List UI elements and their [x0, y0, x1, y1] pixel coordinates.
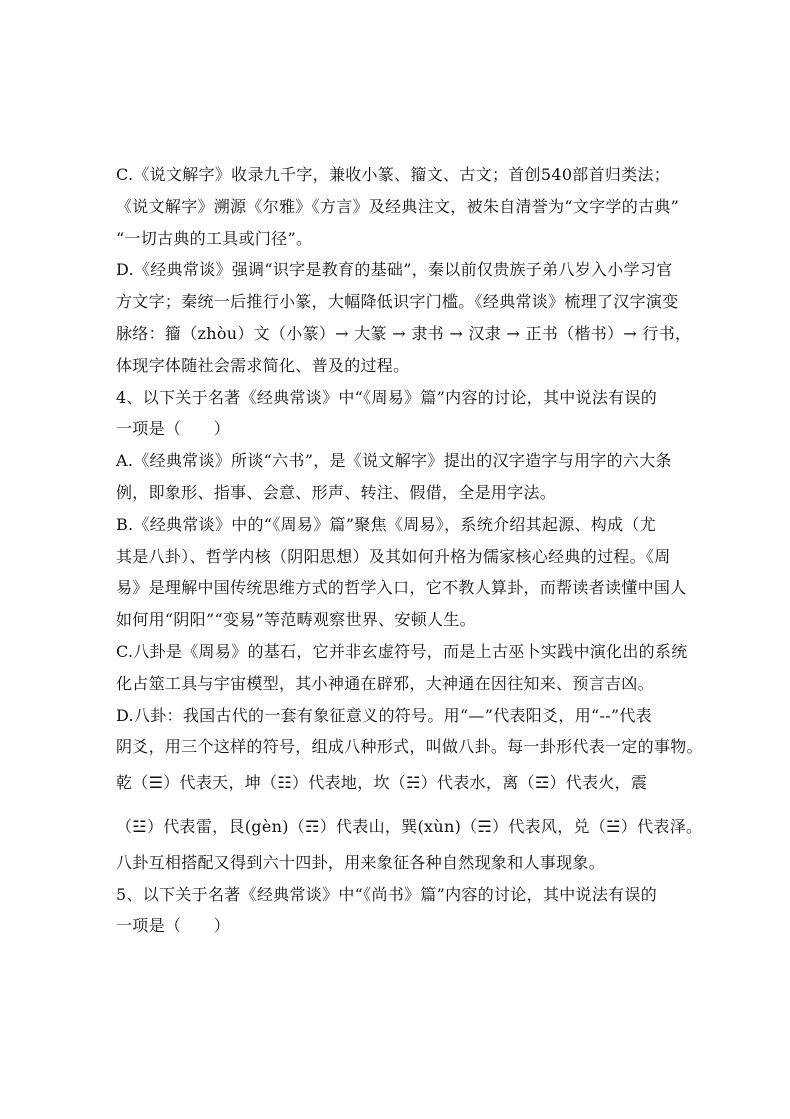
option-a: 例，即象形、指事、会意、形声、转注、假借，全是用字法。: [116, 483, 557, 502]
question-5-stem: 一项是（ ）: [116, 916, 231, 935]
option-a: A.《经典常谈》所谈“六书”，是《说文解字》提出的汉字造字与用字的六大条: [116, 451, 672, 470]
option-c: C.八卦是《周易》的基石，它并非玄虚符号，而是上古巫卜实践中演化出的系统: [116, 642, 688, 661]
text-line: D.《经典常谈》强调“识字是教育的基础”，秦以前仅贵族子弟八岁入小学习官: [116, 260, 673, 279]
text-line: 脉络：籀（zhòu）文（小篆）→ 大篆 → 隶书 → 汉隶 → 正书（楷书）→ 行书，: [116, 324, 692, 343]
text-line: 《说文解字》溯源《尔雅》《方言》及经典注文，被朱自清誉为“文字学的古典”: [116, 197, 680, 216]
question-5-stem: 5、以下关于名著《经典常谈》中“《尚书》篇”内容的讨论，其中说法有误的: [116, 885, 658, 904]
text-line: 体现字体随社会需求简化、普及的过程。: [116, 356, 410, 375]
option-d: （☳）代表雷，艮(gèn)（☶）代表山，巽(xùn)（☴）代表风，兑（☱）代表泽。: [116, 817, 703, 836]
option-d: 乾（☰）代表天，坤（☷）代表地，坎（☵）代表水，离（☲）代表火，震: [116, 773, 648, 792]
option-d: D.八卦：我国古代的一套有象征意义的符号。用“—”代表阳爻，用“--”代表: [116, 706, 652, 725]
option-b: 其是八卦）、哲学内核（阴阳思想）及其如何升格为儒家核心经典的过程。《周: [116, 547, 671, 566]
option-c: 化占筮工具与宇宙模型，其小神通在辟邪，大神通在因往知来、预言吉凶。: [116, 674, 654, 693]
option-b: B.《经典常谈》中的“《周易》篇”聚焦《周易》，系统介绍其起源、构成（尤: [116, 515, 657, 534]
text-line: “一切古典的工具或门径”。: [116, 229, 313, 248]
option-b: 易》是理解中国传统思维方式的哲学入口，它不教人算卦，而帮读者读懂中国人: [116, 578, 687, 597]
option-d: 阴爻，用三个这样的符号，组成八种形式，叫做八卦。每一卦形代表一定的事物。: [116, 737, 703, 756]
option-d: 八卦互相搭配又得到六十四卦，用来象征各种自然现象和人事现象。: [116, 853, 606, 872]
text-line: 方文字；秦统一后推行小篆，大幅降低识字门槛。《经典常谈》梳理了汉字演变: [116, 292, 679, 311]
question-4-stem: 4、以下关于名著《经典常谈》中“《周易》篇”内容的讨论，其中说法有误的: [116, 388, 658, 407]
option-b: 如何用“阴阳”“变易”等范畴观察世界、安顿人生。: [116, 610, 476, 629]
text-line: C.《说文解字》收录九千字，兼收小篆、籀文、古文；首创540部首归类法；: [116, 165, 671, 184]
question-4-stem: 一项是（ ）: [116, 419, 231, 438]
